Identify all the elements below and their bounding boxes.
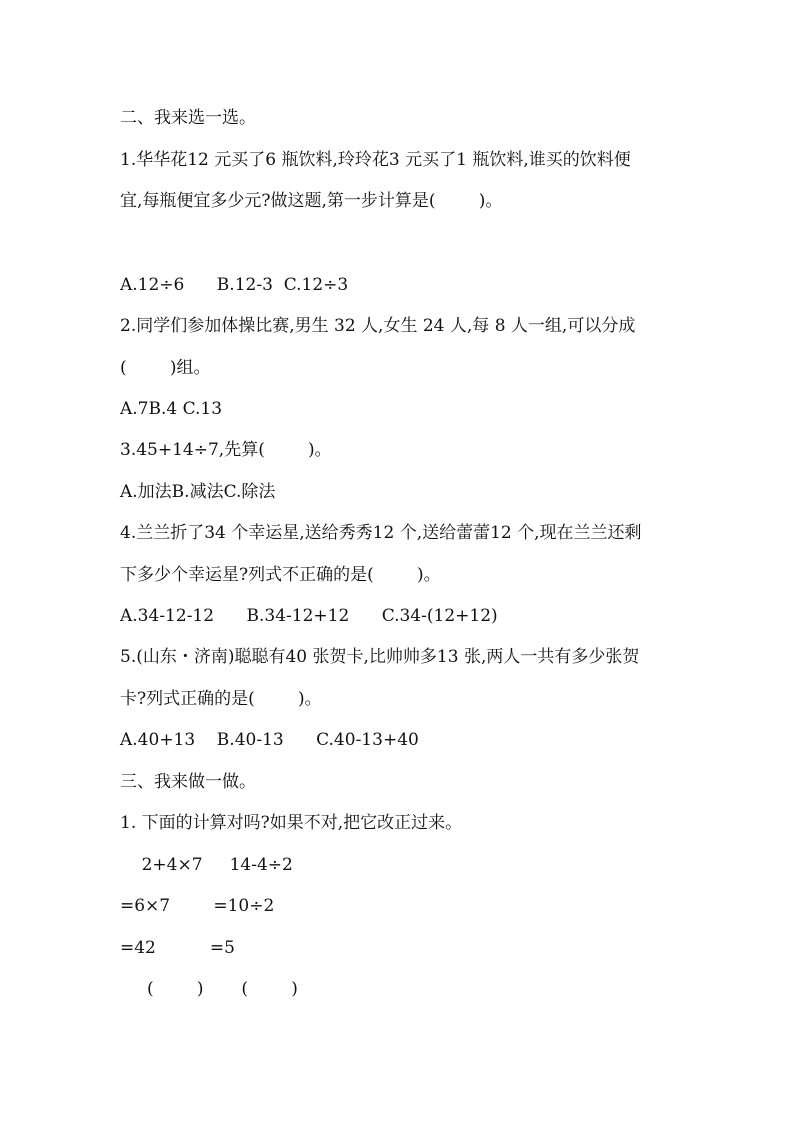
q4-text-line1: 4.兰兰折了34 个幸运星,送给秀秀12 个,送给蕾蕾12 个,现在兰兰还剩 <box>120 523 642 543</box>
q5-text-line2: 卡?列式正确的是( )。 <box>120 689 322 709</box>
q4-options: A.34-12-12 B.34-12+12 C.34-(12+12) <box>120 606 498 626</box>
q5-options: A.40+13 B.40-13 C.40-13+40 <box>120 730 419 750</box>
s3-q1-calc-row2: =6×7 =10÷2 <box>120 896 275 916</box>
q5-text-line1: 5.(山东・济南)聪聪有40 张贺卡,比帅帅多13 张,两人一共有多少张贺 <box>120 647 640 667</box>
q2-text-line1: 2.同学们参加体操比赛,男生 32 人,女生 24 人,每 8 人一组,可以分成 <box>120 316 636 336</box>
q4-text-line2: 下多少个幸运星?列式不正确的是( )。 <box>120 565 441 585</box>
s3-q1-calc-row1: 2+4×7 14-4÷2 <box>120 855 293 875</box>
section2-heading: 二、我来选一选。 <box>120 108 256 128</box>
q2-options: A.7B.4 C.13 <box>120 399 223 419</box>
section3-heading: 三、我来做一做。 <box>120 772 256 792</box>
s3-q1-text: 1. 下面的计算对吗?如果不对,把它改正过来。 <box>120 813 463 833</box>
q2-text-line2: ( )组。 <box>120 358 211 378</box>
q1-text-line2: 宜,每瓶便宜多少元?做这题,第一步计算是( )。 <box>120 191 503 211</box>
s3-q1-calc-row3: =42 =5 <box>120 938 235 958</box>
q3-options: A.加法B.减法C.除法 <box>120 482 276 502</box>
q3-text-line1: 3.45+14÷7,先算( )。 <box>120 440 332 460</box>
q1-text-line1: 1.华华花12 元买了6 瓶饮料,玲玲花3 元买了1 瓶饮料,谁买的饮料便 <box>120 150 631 170</box>
q1-options: A.12÷6 B.12-3 C.12÷3 <box>120 275 349 295</box>
s3-q1-answer-brackets: ( ) ( ) <box>120 979 298 999</box>
